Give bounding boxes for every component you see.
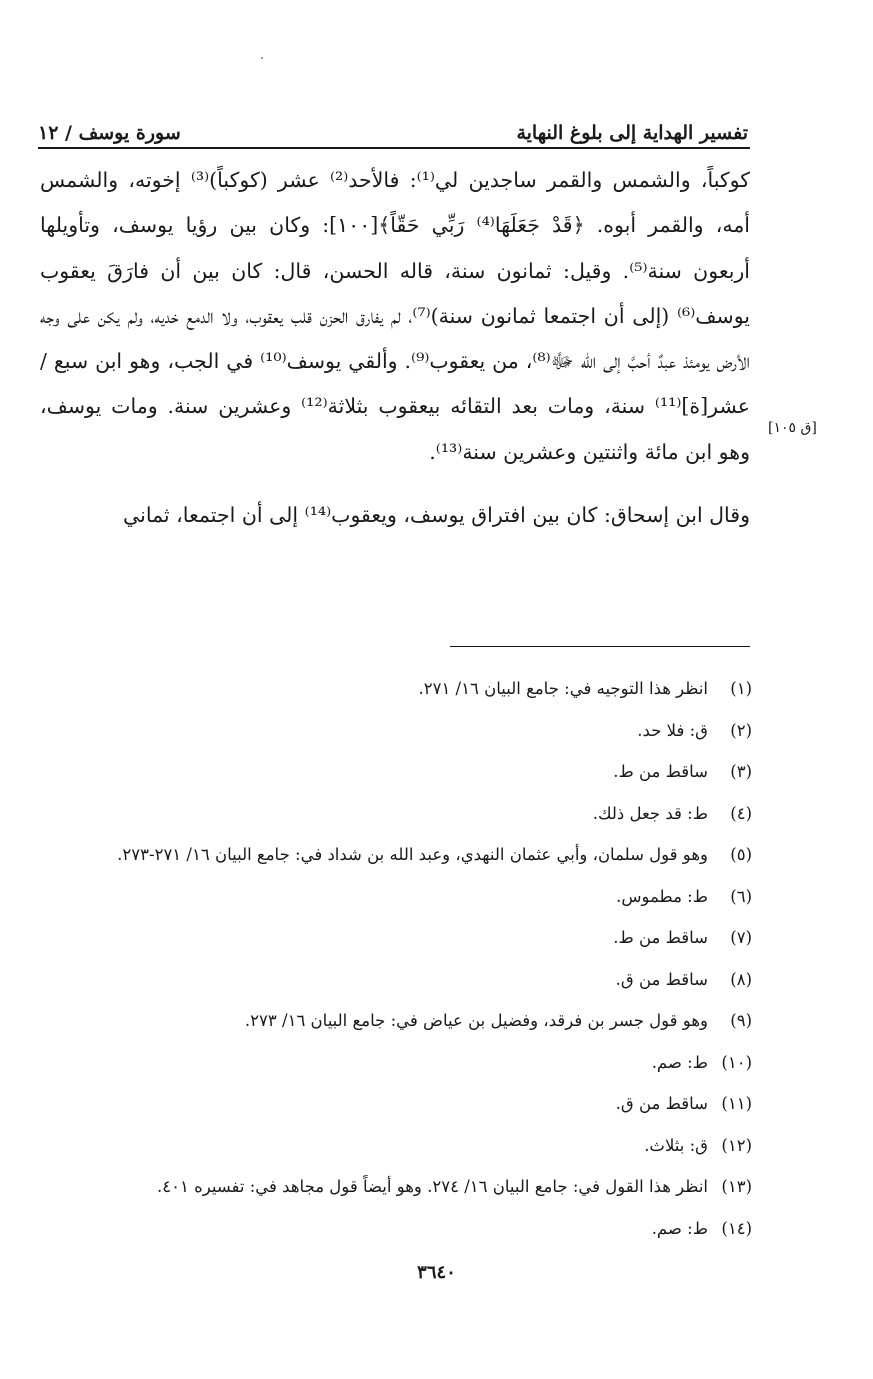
footnote-item xyxy=(40,1000,752,1042)
footnote-text: ساقط من ق. xyxy=(615,969,708,989)
footnote-text: ط: صم. xyxy=(651,1218,708,1238)
footnote-number: (٧) xyxy=(730,928,752,947)
footnote-text: ط: قد جعل ذلك. xyxy=(592,803,708,823)
page-number: ٣٦٤٠ xyxy=(417,1262,456,1283)
footnote-item xyxy=(40,917,752,959)
footnote-number: (٤) xyxy=(730,803,752,823)
footnote-number: (٢) xyxy=(730,720,752,740)
surah-label: سورة يوسف / ١٢ xyxy=(38,122,181,144)
footnote-item xyxy=(40,834,752,876)
footnote-number: (١) xyxy=(730,679,752,698)
paragraph-2: وقال ابن إسحاق: كان بين افتراق يوسف، ويعقوب⁽¹⁴⁾ إلى أن اجتمعا، ثماني xyxy=(123,503,750,528)
footnote-number: (١٢) xyxy=(721,1135,752,1155)
footnote-number: (٣) xyxy=(730,762,752,781)
footnote-text: انظر هذا التوجيه في: جامع البيان ١٦/ ٢٧١. xyxy=(418,679,708,698)
footnote-item xyxy=(40,1166,752,1208)
footnote-number: (٦) xyxy=(730,886,752,906)
margin-note: [ق ١٠٥] xyxy=(768,420,817,436)
book-title: تفسير الهداية إلى بلوغ النهاية xyxy=(516,122,748,144)
footnote-item xyxy=(40,1125,752,1167)
footnote-number: (٨) xyxy=(730,969,752,989)
footnote-text: ق: بثلاث. xyxy=(644,1135,708,1155)
footnote-text: انظر هذا القول في: جامع البيان ١٦/ ٢٧٤. وهو أيضاً قول مجاهد في: تفسيره ٤٠١. xyxy=(157,1177,708,1196)
footnote-text: وهو قول سلمان، وأبي عثمان النهدي، وعبد الله بن شداد في: جامع البيان ١٦/ ٢٧١-٢٧٣. xyxy=(117,845,708,864)
footnote-item xyxy=(40,1208,752,1250)
footnote-number: (١٣) xyxy=(721,1177,752,1196)
scan-speck xyxy=(261,57,263,59)
header-rule xyxy=(38,147,750,149)
main-text xyxy=(40,158,750,538)
footnote-number: (٩) xyxy=(730,1011,752,1030)
footnote-item xyxy=(40,793,752,835)
footnote-text: ط: مطموس. xyxy=(616,886,708,906)
footnotes-list xyxy=(40,668,752,1249)
footnote-item xyxy=(40,710,752,752)
footnote-text: ساقط من ط. xyxy=(613,928,708,947)
footnote-number: (١٠) xyxy=(721,1052,752,1072)
footnote-number: (٥) xyxy=(730,845,752,864)
footnote-item xyxy=(40,959,752,1001)
footnote-item xyxy=(40,751,752,793)
footnote-text: ساقط من ق. xyxy=(615,1094,708,1113)
footnote-item xyxy=(40,876,752,918)
footnote-number: (١٤) xyxy=(721,1218,752,1238)
footnote-text: وهو قول جسر بن فرقد، وفضيل بن عياض في: جامع البيان ١٦/ ٢٧٣. xyxy=(244,1011,708,1030)
footnote-text: ط: صم. xyxy=(651,1052,708,1072)
running-header xyxy=(38,108,748,144)
footnote-item xyxy=(40,1042,752,1084)
footnote-number: (١١) xyxy=(721,1094,752,1113)
paragraph-1: كوكباً، والشمس والقمر ساجدين لي⁽¹⁾: فالأحد⁽²⁾ عشر (كوكباً)⁽³⁾ إخوته، والشمس أمه، والقمر أبوه. ﴿قَدْ جَعَلَهَا⁽⁴⁾ رَبِّي حَقّاً﴾[١٠٠]: وكان بين رؤيا يوسف، وتأويلها أربعون سنة⁽⁵⁾. وقيل: ثمانون سنة، قاله الحسن، قال: كان بين أن فارَقَ يعقوب يوسف⁽⁶⁾ (إلى أن اجتمعا ثمانون سنة)⁽⁷⁾، لم يفارق الحزن قلب يعقوب، ولا الدمع خديه، ولم يكن على وجه الأرض يومئذ عبدٌ أحبَّ إلى الله ﷻ⁽⁸⁾، من يعقوب⁽⁹⁾. وألقي يوسف⁽¹⁰⁾ في الجب، وهو ابن سبع / عشر[ة]⁽¹¹⁾ سنة، ومات بعد التقائه بيعقوب بثلاثة⁽¹²⁾ وعشرين سنة. ومات يوسف، وهو ابن مائة واثنتين وعشرين سنة⁽¹³⁾. xyxy=(40,168,751,464)
footnote-item xyxy=(40,668,752,710)
footnote-text: ساقط من ط. xyxy=(613,762,708,781)
footnote-text: ق: فلا حد. xyxy=(637,720,708,740)
footnote-separator xyxy=(450,646,750,647)
footnote-item xyxy=(40,1083,752,1125)
